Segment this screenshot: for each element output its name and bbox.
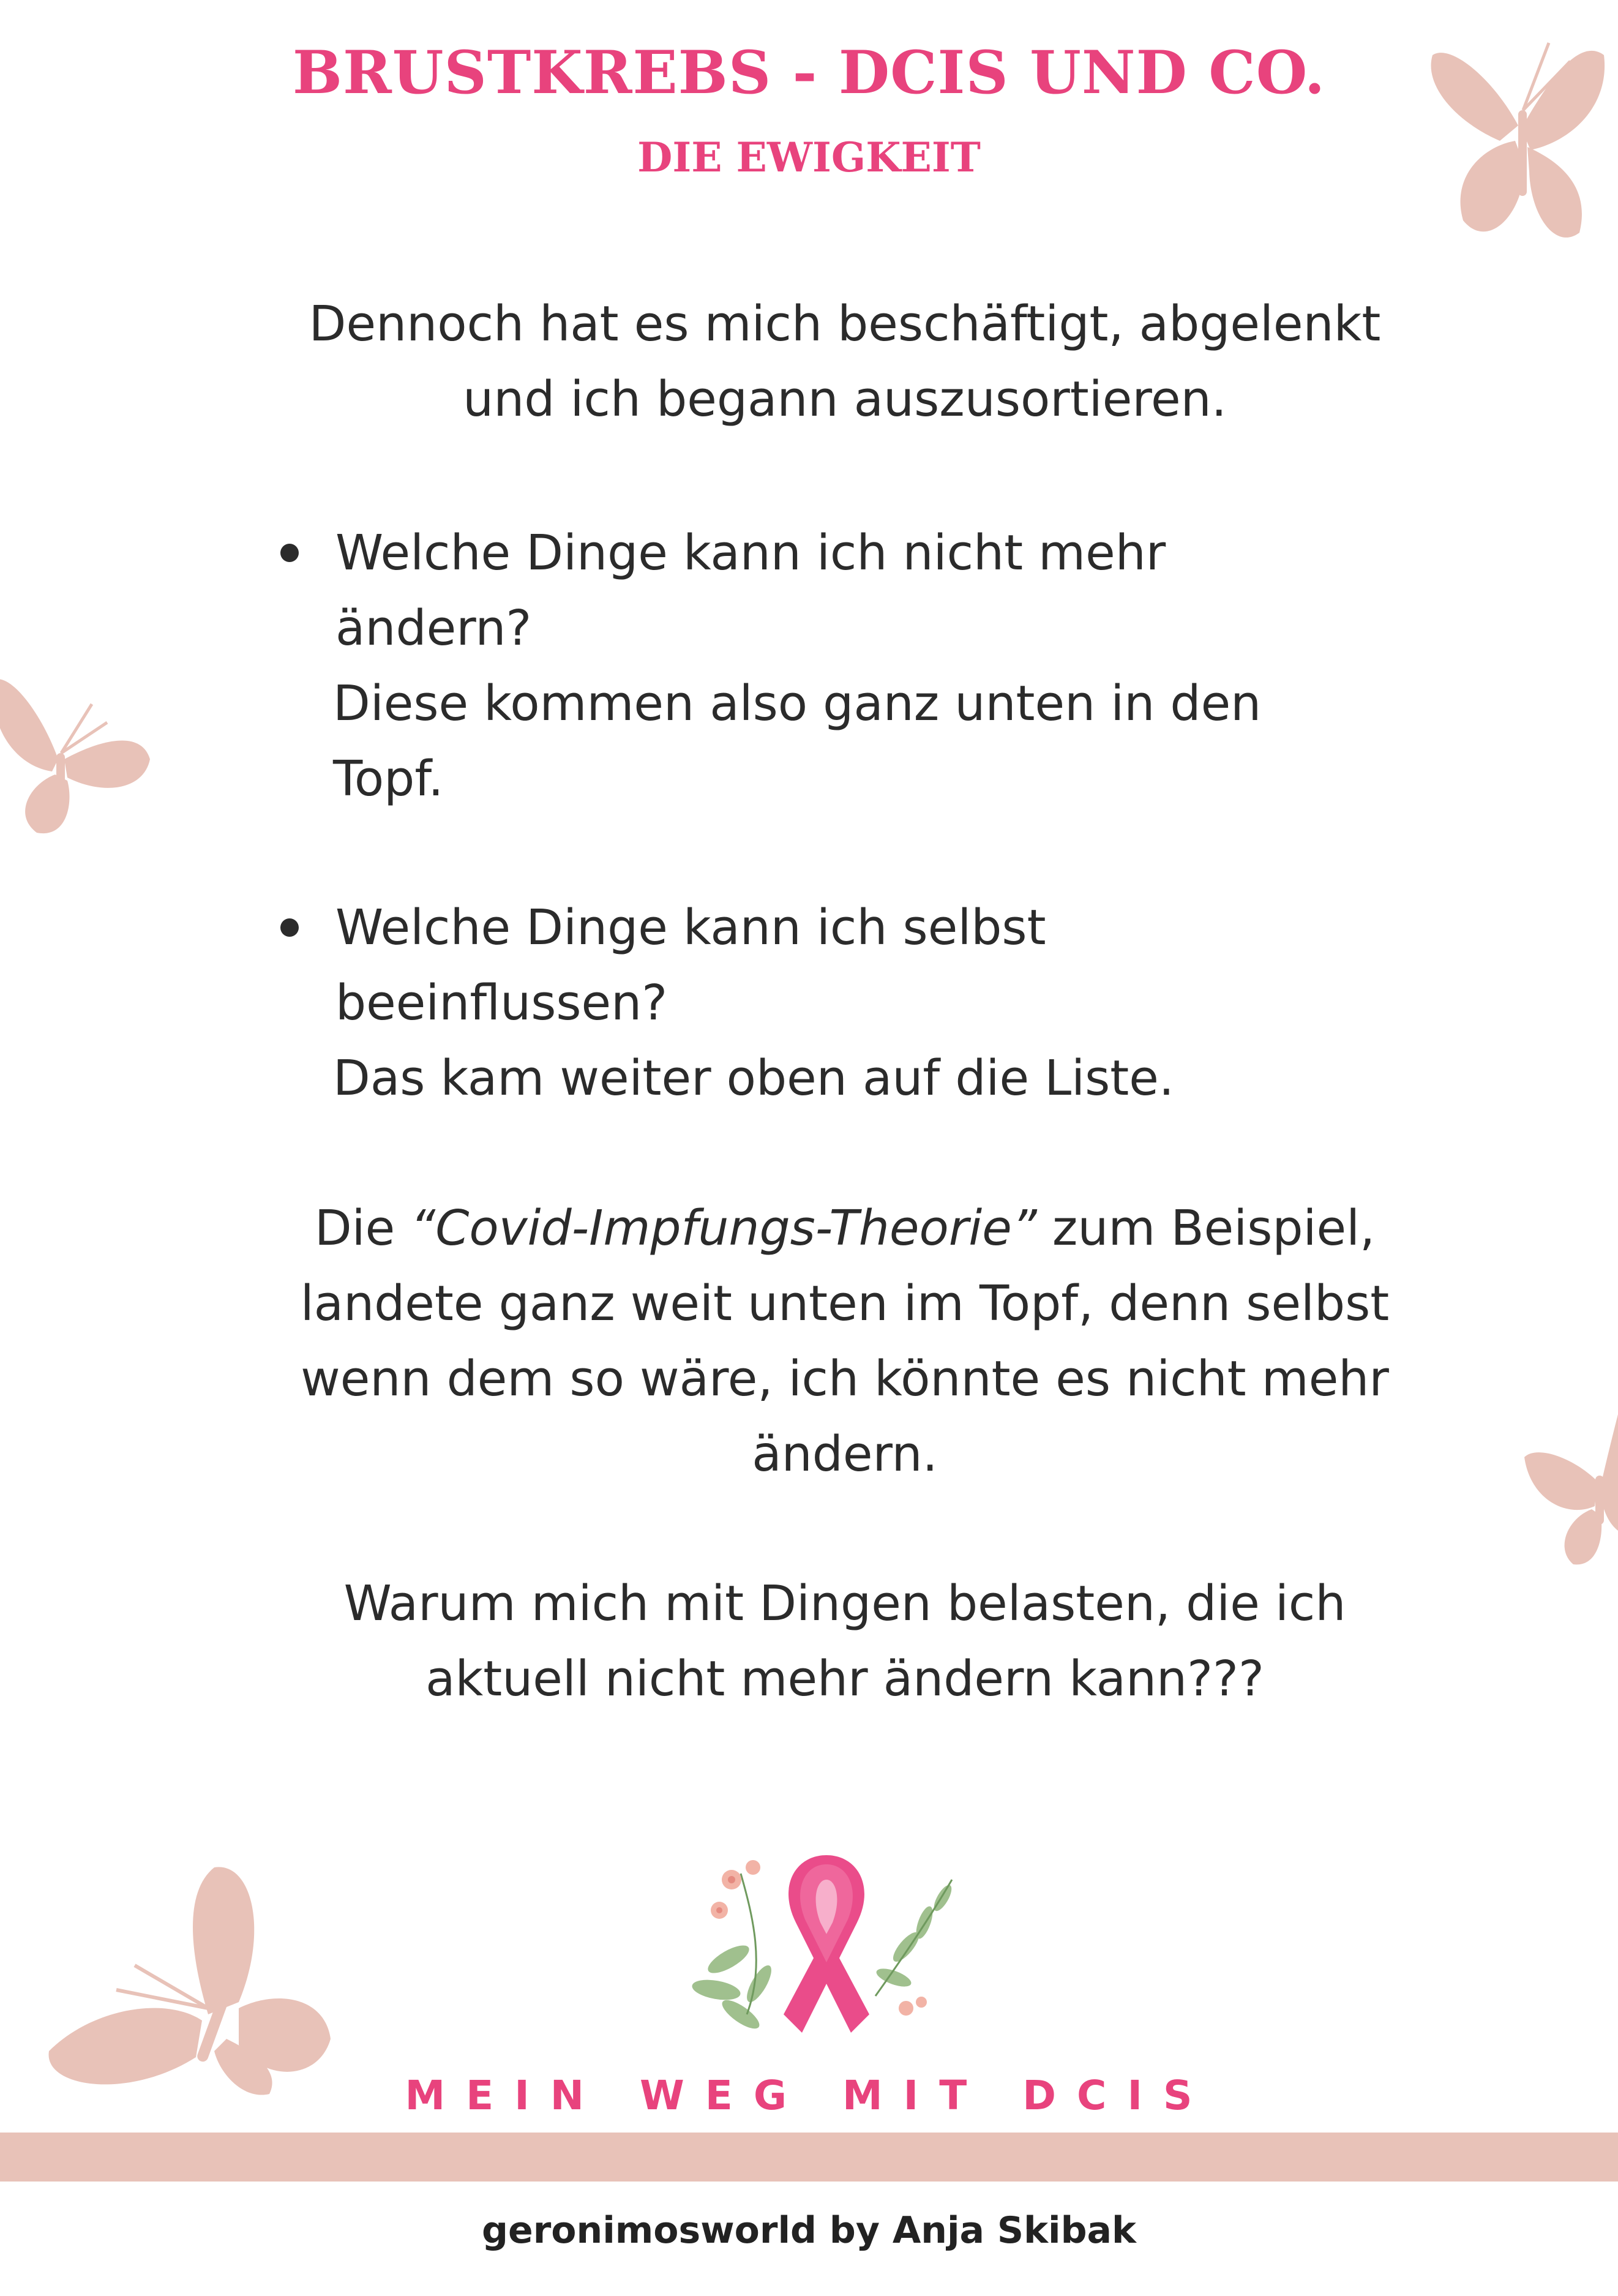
covid-line: wenn dem so wäre, ich könnte es nicht mehr xyxy=(301,1351,1389,1407)
bullet-line: Welche Dinge kann ich selbst xyxy=(335,899,1046,956)
closing-line: aktuell nicht mehr ändern kann??? xyxy=(425,1651,1264,1707)
brand-text: MEIN WEG MIT DCIS xyxy=(405,2072,1213,2119)
bullet-line: Welche Dinge kann ich nicht mehr xyxy=(335,525,1166,581)
page-title: BRUSTKREBS - DCIS UND CO. xyxy=(292,38,1326,107)
covid-line: ändern. xyxy=(752,1426,938,1482)
intro-line: Dennoch hat es mich beschäftigt, abgelenkt xyxy=(309,296,1381,352)
butterfly-icon xyxy=(1524,1408,1618,1567)
bullet-dot xyxy=(280,918,299,937)
bullet-line: beeinflussen? xyxy=(335,975,668,1031)
covid-prefix: Die xyxy=(314,1200,411,1256)
bullet-line: ändern? xyxy=(335,600,532,656)
covid-line: landete ganz weit unten im Topf, denn selbst xyxy=(300,1275,1390,1332)
butterfly-icon xyxy=(0,667,153,839)
footer-band xyxy=(0,2133,1618,2182)
butterfly-icon xyxy=(1426,18,1610,257)
intro-line: und ich begann auszusortieren. xyxy=(463,371,1227,427)
closing-line: Warum mich mit Dingen belasten, die ich xyxy=(343,1575,1346,1632)
bullet-dot xyxy=(280,544,299,562)
bullet-line: Topf. xyxy=(333,751,444,807)
covid-italic: “Covid-Impfungs-Theorie” xyxy=(410,1200,1037,1256)
bullet-line: Das kam weiter oben auf die Liste. xyxy=(333,1050,1174,1106)
intro-paragraph xyxy=(184,287,1506,437)
footer-credit: geronimosworld by Anja Skibak xyxy=(482,2209,1136,2252)
pink-ribbon-logo-icon xyxy=(673,1831,979,2069)
covid-suffix: zum Beispiel, xyxy=(1036,1200,1376,1256)
closing-paragraph xyxy=(184,1566,1506,1717)
page-subtitle: DIE EWIGKEIT xyxy=(637,133,981,181)
covid-paragraph xyxy=(184,1191,1506,1492)
bullet-line: Diese kommen also ganz unten in den xyxy=(333,675,1262,732)
